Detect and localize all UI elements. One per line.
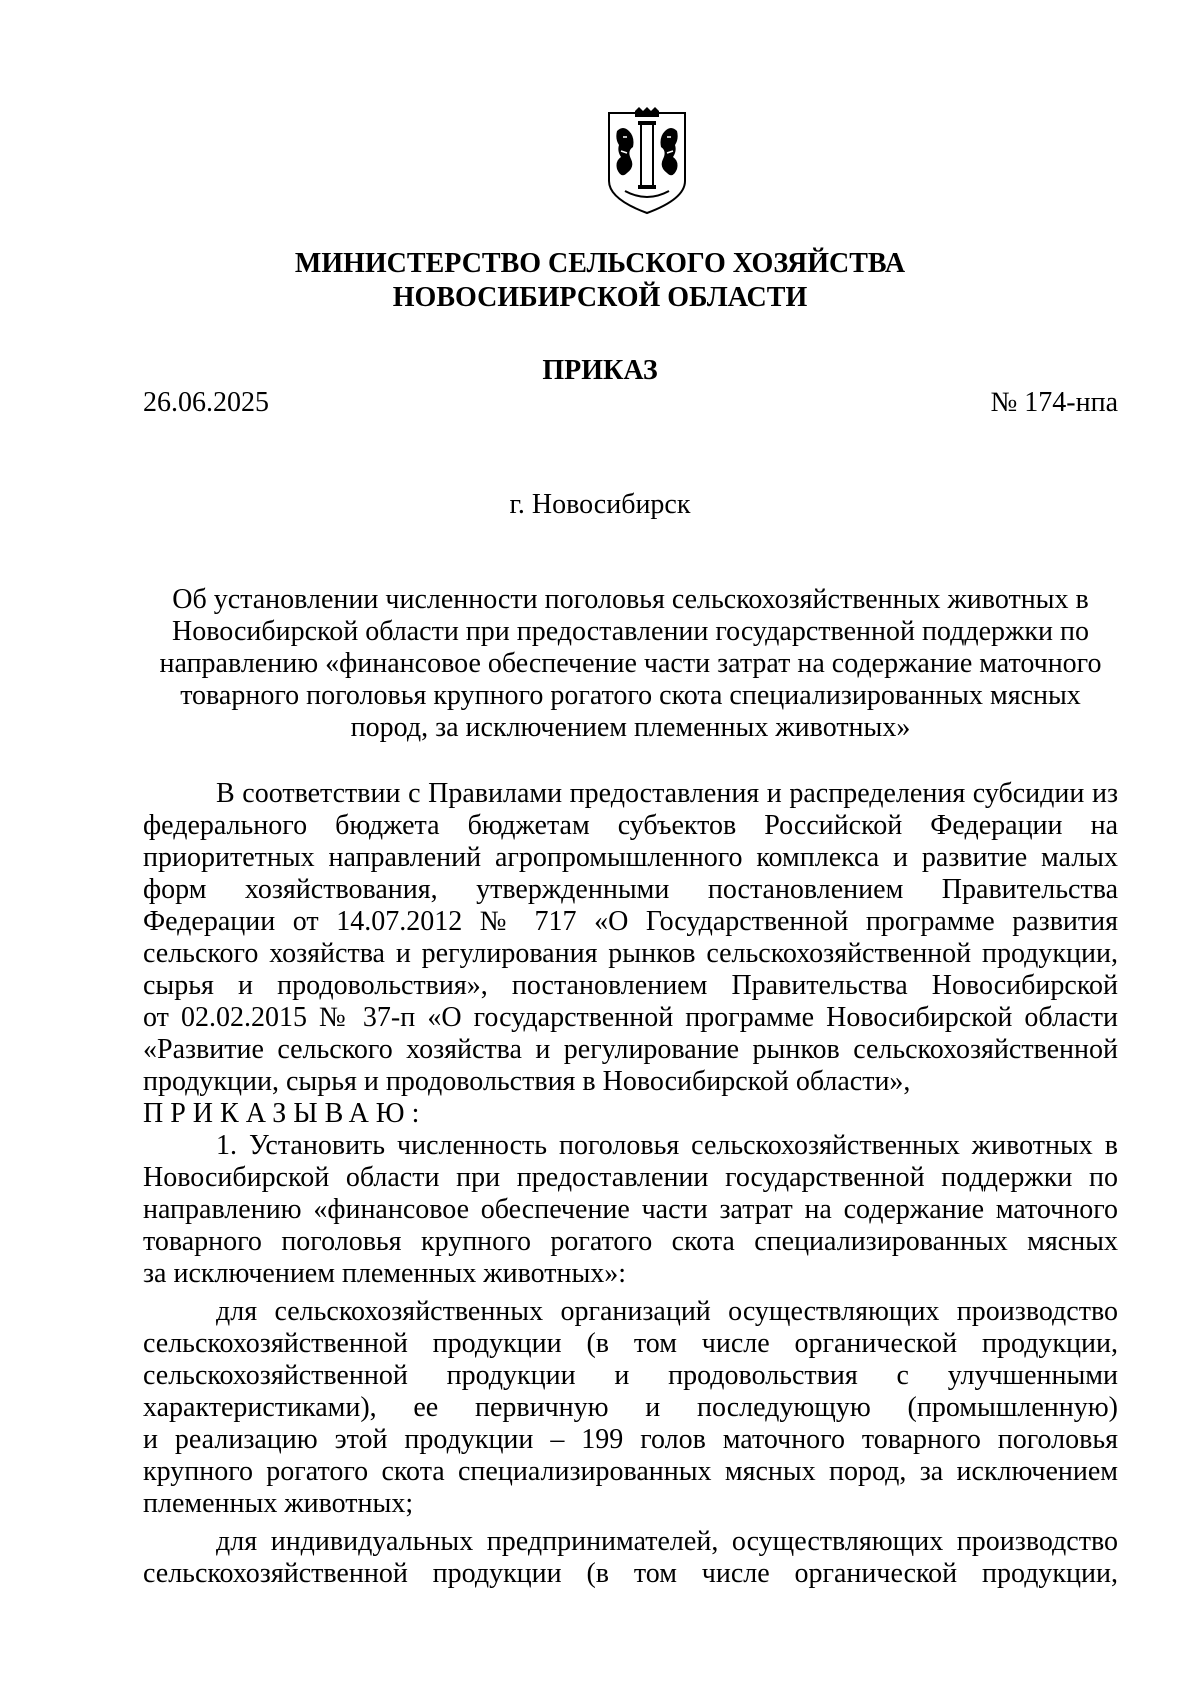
organizations-line: и реализацию этой продукции – 199 голов маточного товарного поголовья	[143, 1424, 1118, 1455]
ministry-name	[0, 247, 1200, 315]
subject-line: пород, за исключением племенных животных»	[350, 712, 911, 743]
preamble-line: приоритетных направлений агропромышленного комплекса и развитие малых	[143, 842, 1118, 873]
order-verb: ПРИКАЗЫВАЮ:	[143, 1098, 427, 1129]
organizations-line: сельскохозяйственной продукции и продовольствия с улучшенными	[143, 1360, 1118, 1391]
item-1-line: 1. Установить численность поголовья сельскохозяйственных животных в	[216, 1130, 1118, 1161]
document-type: ПРИКАЗ	[542, 355, 658, 386]
order-subject	[143, 584, 1118, 744]
subject-line: Об установлении численности поголовья сельскохозяйственных животных в	[172, 584, 1089, 615]
preamble-line: «Развитие сельского хозяйства и регулирование рынков сельскохозяйственной	[143, 1034, 1118, 1065]
coat-of-arms-icon	[605, 107, 689, 217]
item-1-line: Новосибирской области при предоставлении государственной поддержки по	[143, 1162, 1118, 1193]
preamble-line: Федерации от 14.07.2012 № 717 «О Государственной программе развития	[143, 906, 1118, 937]
city: г. Новосибирск	[509, 489, 691, 520]
entrepreneurs-line: для индивидуальных предпринимателей, осуществляющих производство	[216, 1526, 1118, 1557]
subject-line: товарного поголовья крупного рогатого скота специализированных мясных	[180, 680, 1081, 711]
entrepreneurs-line: сельскохозяйственной продукции (в том числе органической продукции,	[143, 1558, 1118, 1589]
item-1-line: за исключением племенных животных»:	[143, 1258, 627, 1289]
order-number: № 174-нпа	[990, 387, 1118, 418]
preamble-line: форм хозяйствования, утвержденными постановлением Правительства	[143, 874, 1118, 905]
subject-line: Новосибирской области при предоставлении государственной поддержки по	[172, 616, 1089, 647]
organizations-line: характеристиками), ее первичную и последующую (промышленную)	[143, 1392, 1118, 1423]
organizations-line: племенных животных;	[143, 1488, 414, 1519]
preamble-line: от 02.02.2015 № 37-п «О государственной программе Новосибирской области	[143, 1002, 1118, 1033]
ministry-line-1: МИНИСТЕРСТВО СЕЛЬСКОГО ХОЗЯЙСТВА	[294, 248, 906, 279]
preamble-line: сельского хозяйства и регулирования рынков сельскохозяйственной продукции,	[143, 938, 1118, 969]
order-date: 26.06.2025	[143, 387, 269, 418]
preamble-line: В соответствии с Правилами предоставления и распределения субсидии из	[216, 778, 1118, 809]
subject-line: направлению «финансовое обеспечение части затрат на содержание маточного	[159, 648, 1102, 679]
ministry-line-2: НОВОСИБИРСКОЙ ОБЛАСТИ	[392, 282, 808, 313]
organizations-line: крупного рогатого скота специализированных мясных пород, за исключением	[143, 1456, 1118, 1487]
item-1-line: товарного поголовья крупного рогатого скота специализированных мясных	[143, 1226, 1118, 1257]
preamble-line: федерального бюджета бюджетам субъектов Российской Федерации на	[143, 810, 1118, 841]
preamble-line: продукции, сырья и продовольствия в Новосибирской области»,	[143, 1066, 911, 1097]
organizations-line: для сельскохозяйственных организаций осуществляющих производство	[216, 1296, 1118, 1327]
item-1-line: направлению «финансовое обеспечение части затрат на содержание маточного	[143, 1194, 1118, 1225]
preamble-line: сырья и продовольствия», постановлением Правительства Новосибирской	[143, 970, 1118, 1001]
order-body	[143, 778, 1118, 1590]
organizations-line: сельскохозяйственной продукции (в том числе органической продукции,	[143, 1328, 1118, 1359]
